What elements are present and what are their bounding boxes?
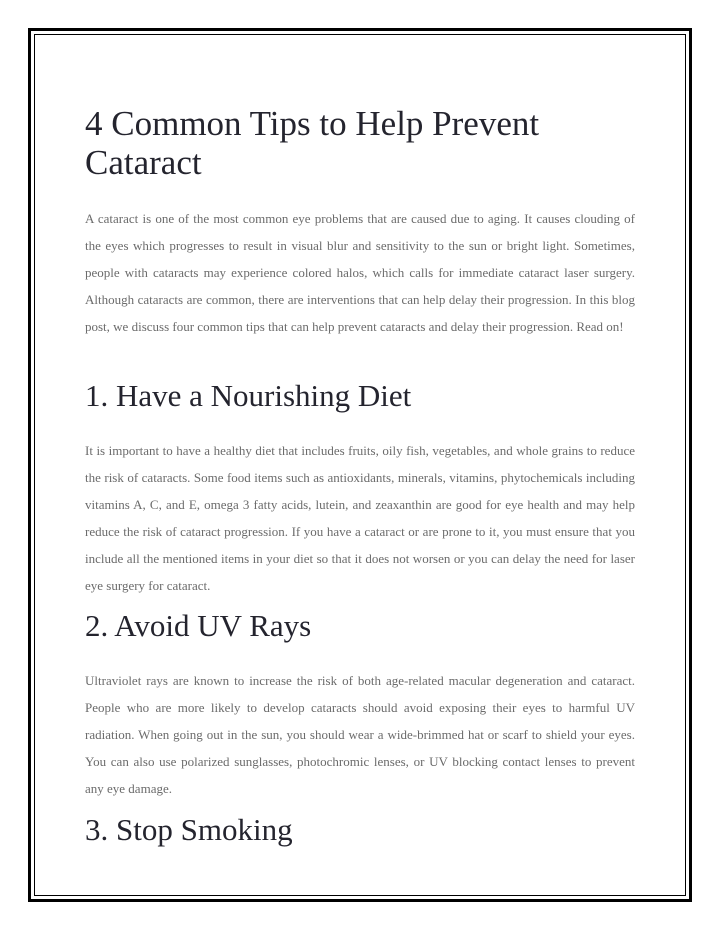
section-body-diet: It is important to have a healthy diet that includes fruits, oily fish, vegetables, and whole grains to reduce the risk of cataracts. Some food items such as antioxidants, minerals, vitamins, phytochemicals including vitamins A, C, and E, omega 3 fatty acids, lutein, and zeaxanthin are good for eye health and may help reduce the risk of cataract progression. If you have a cataract or are prone to it, you must ensure that you include all the mentioned items in your diet so that it does not worsen or you can delay the need for laser eye surgery for cataract. xyxy=(85,443,635,593)
intro-paragraph: A cataract is one of the most common eye problems that are caused due to aging. It causes clouding of the eyes which progresses to result in visual blur and sensitivity to the sun or bright light. Sometimes, people with cataracts may experience colored halos, which calls for immediate cataract laser surgery. Although cataracts are common, there are interventions that can help delay their progression. In this blog post, we discuss four common tips that can help prevent cataracts and delay their progression. Read on! xyxy=(85,211,635,334)
section-heading-uv: 2. Avoid UV Rays xyxy=(85,608,312,643)
section-heading-smoking: 3. Stop Smoking xyxy=(85,812,293,847)
section-body-uv: Ultraviolet rays are known to increase the risk of both age-related macular degeneration and cataract. People who are more likely to develop cataracts should avoid exposing their eyes to harmful UV radiation. When going out in the sun, you should wear a wide-brimmed hat or scarf to shield your eyes. You can also use polarized sunglasses, photochromic lenses, or UV blocking contact lenses to prevent any eye damage. xyxy=(85,673,635,796)
article-title: 4 Common Tips to Help Prevent Cataract xyxy=(85,104,540,182)
section-heading-diet: 1. Have a Nourishing Diet xyxy=(85,378,412,413)
